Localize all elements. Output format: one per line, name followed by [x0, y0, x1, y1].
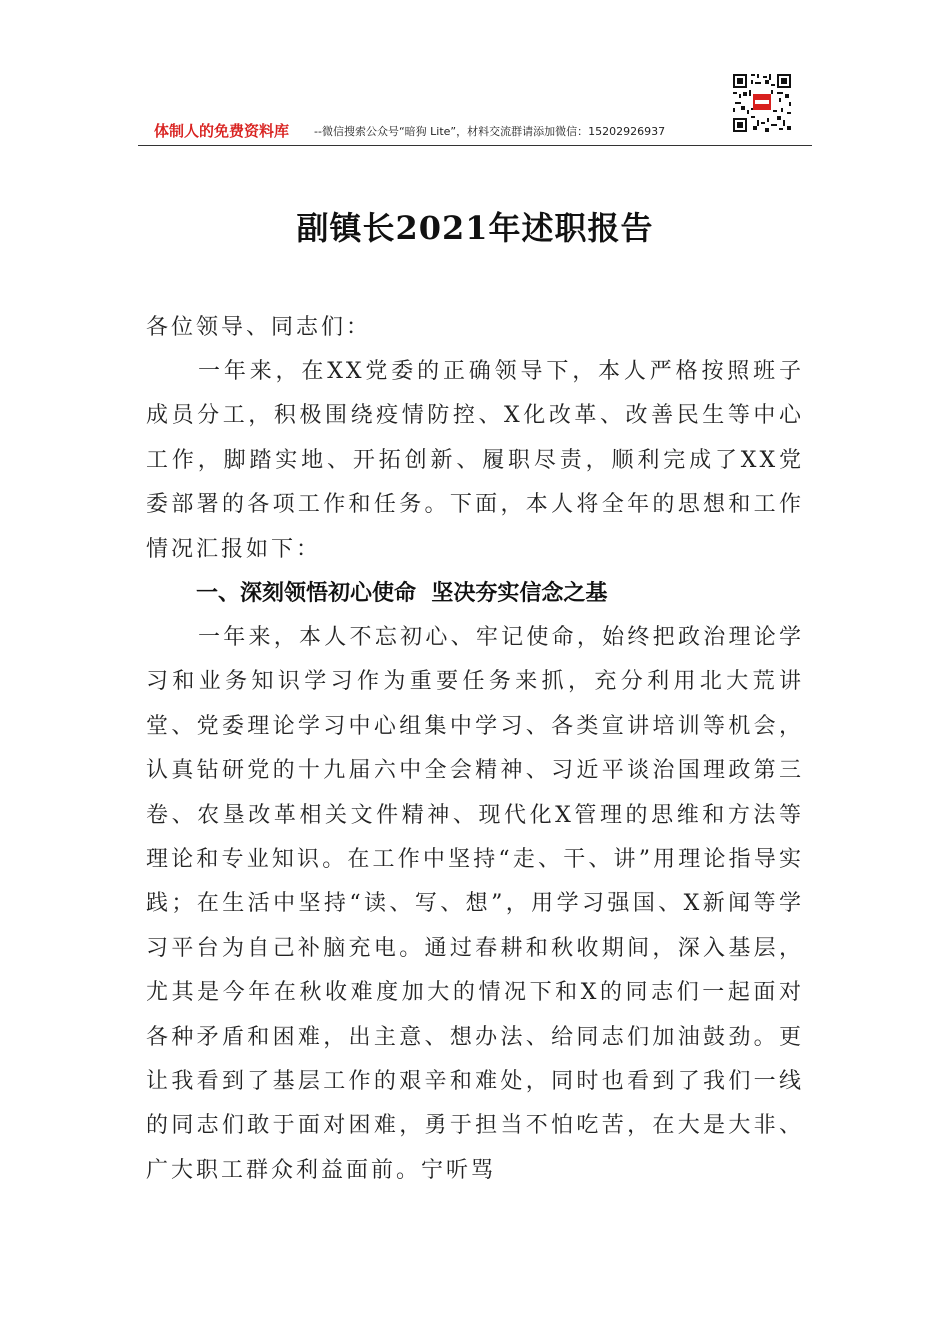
header-divider — [138, 145, 812, 146]
paragraph-intro: 一年来，在XX党委的正确领导下，本人严格按照班子成员分工，积极围绕疫情防控、X化改革、改善民生等中心工作，脚踏实地、开拓创新、履职尽责，顺利完成了XX党委部署的各项工作和任务。下面，本人将全年的思想和工作情况汇报如下： — [146, 359, 804, 562]
greeting: 各位领导、同志们： — [146, 315, 372, 340]
document-title: 副镇长2021年述职报告 — [296, 209, 654, 247]
qr-code-icon — [731, 72, 793, 134]
section-heading: 一、深刻领悟初心使命 坚决夯实信念之基 — [196, 581, 608, 606]
paragraph-study: 一年来，本人不忘初心、牢记使命，始终把政治理论学习和业务知识学习作为重要任务来抓，充分利用北大荒讲堂、党委理论学习中心组集中学习、各类宣讲培训等机会，认真钻研党的十九届六中全会精神、习近平谈治国理政第三卷、农垦改革相关文件精神、现代化X管理的思维和方法等理论和专业知识。在工作中坚持“走、干、讲”用理论指导实践；在生活中坚持“读、写、想”，用学习强国、X新闻等学习平台为自己补脑充电。通过春耕和秋收期间，深入基层，尤其是今年在秋收难度加大的情况下和X的同志们一起面对各种矛盾和困难，出主意、想办法、给同志们加油鼓劲。更让我看到了基层工作的艰辛和难处，同时也看到了我们一线的同志们敢于面对困难，勇于担当不怕吃苦，在大是大非、广大职工群众利益面前。宁听骂 — [146, 625, 804, 1183]
header-info: --微信搜索公众号“暗狗 Lite”，材料交流群请添加微信：15202926937 — [314, 125, 666, 138]
page-header — [138, 120, 812, 146]
header-brand: 体制人的免费资料库 — [154, 122, 290, 140]
